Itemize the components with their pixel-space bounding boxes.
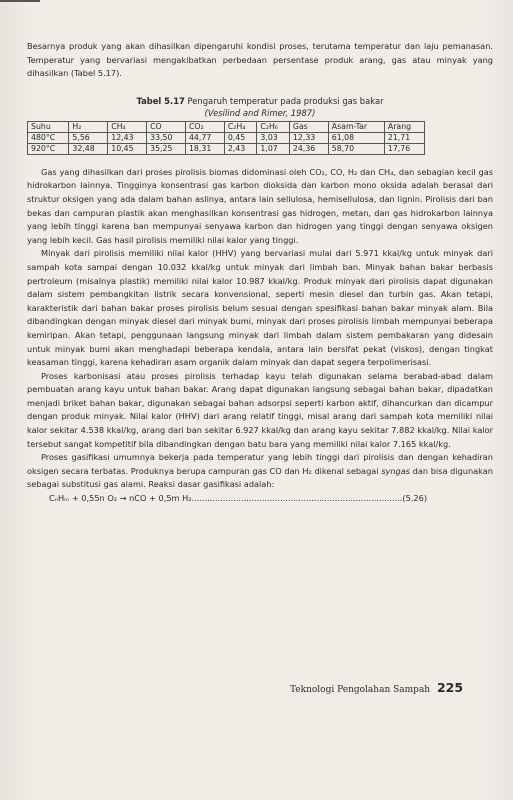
equation-text: CₙHₘ + 0,55n O₂ → nCO + 0,5m H₂ (49, 493, 192, 504)
gasification-equation (49, 492, 493, 506)
charcoal-paragraph: Proses karbonisasi atau proses pirolisis terhadap kayu telah digunakan selama berabad-abad dalam pembuatan arang kayu untuk bahan bakar. Arang dapat digunakan langsung sebagai bahan bakar, dipadatkan menjadi briket bahan bakar, digunakan sebagai bahan adsorpsi seperti karbon aktif, dihancurkan dan dicampur dengan produk minyak. Nilai kalor (HHV) dari arang relatif tinggi, misal arang dari sampah kota memiliki nilai kalor sekitar 4.538 kkal/kg, arang dari ban sekitar 6.927 kkal/kg dan arang kayu sekitar 7.882 kkal/kg. Nilai kalor tersebut sangat kompetitif bila dibandingkan dengan batu bara yang memiliki nilai kalor 7.165 kkal/kg. (27, 370, 493, 449)
gasification-text-end: dan bisa digunakan sebagai substitusi gas alami. Reaksi dasar gasifikasi adalah: (27, 465, 493, 490)
table-header-cell: Suhu (28, 121, 69, 132)
table-header-row (28, 121, 425, 132)
footer-book-title: Teknologi Pengolahan Sampah (290, 685, 431, 695)
oil-paragraph: Minyak dari pirolisis memiliki nilai kalor (HHV) yang bervariasi mulai dari 5.971 kkal/kg untuk minyak dari sampah kota sampai dengan 10.032 kkal/kg untuk minyak dari limbah ban. Minyak bahan bakar berbasis pertroleum (misalnya plastik) memiliki nilai kalor 10.987 kkal/kg. Produk minyak dari pirolisis dapat digunakan dalam sistem pembangkitan listrik secara konvensional, seperti mesin diesel dan turbin gas. Akan tetapi, karakteristik dari bahan bakar proses pirolisis belum sesuai dengan spesifikasi bahan bakar minyak alam. Bila dibandingkan dengan minyak diesel dari minyak bumi, minyak dari proses pirolisis limbah mempunyai beberapa kemiripan. Akan tetapi, penggunaan langsung minyak dari limbah dalam sistem pembakaran yang didesain untuk minyak bumi akan menghadapi beberapa kendala, antara lain bersifat pekat (viskos), dengan tingkat keasaman tinggi, karena kehadiran asam organik dalam minyak dan dapat segera terpolimerisasi. (27, 248, 493, 368)
table-header-cell: Asam-Tar (328, 121, 384, 132)
table-cell: 2,43 (224, 143, 257, 154)
table-row (28, 143, 425, 154)
table-row (28, 132, 425, 143)
table-cell: 35,25 (147, 143, 186, 154)
gasification-paragraph (27, 451, 493, 492)
table-cell: 10,45 (108, 143, 147, 154)
page-footer (290, 680, 463, 695)
table-cell: 1,07 (257, 143, 290, 154)
table-header-cell: C₂H₆ (257, 121, 290, 132)
page-number: 225 (436, 680, 464, 695)
table-header-cell: CO₂ (185, 121, 224, 132)
table-header-cell: Gas (289, 121, 328, 132)
equation-dots: ................................................................................. (191, 493, 403, 504)
table-header-cell: CO (147, 121, 186, 132)
gasification-text-start: Proses gasifikasi umumnya bekerja pada temperatur yang lebih tinggi dari pirolisis dan dengan kehadiran oksigen secara terbatas. Produknya berupa campuran gas CO dan H₂ dikenal sebagai (27, 452, 493, 476)
table-cell: 3,03 (257, 132, 290, 143)
table-caption (27, 95, 493, 119)
table-cell: 44,77 (185, 132, 224, 143)
table-cell: 21,71 (384, 132, 424, 143)
table-cell: 12,33 (289, 132, 328, 143)
table-cell: 480°C (28, 132, 69, 143)
table-header-cell: CH₄ (108, 121, 147, 132)
table-cell: 32,48 (69, 143, 108, 154)
gas-paragraph: Gas yang dihasilkan dari proses pirolisis biomas didominasi oleh CO₂, CO, H₂ dan CH₄, dan sebagian kecil gas hidrokarbon lainnya. Tingginya konsentrasi gas karbon dioksida dan karbon mono oksida adalah berasal dari struktur oksigen yang ada dalam bahan aslinya, antara lain sellulosa, hemisellulosa, dan lignin. Pirolisis dari ban bekas dan campuran plastik akan menghasilkan konsentrasi gas hidrogen, metan, dan gas hidrokarbon lainnya yang lebih tinggi karena ban mempunyai senyawa karbon dan hidrogen yang tinggi dengan senyawa oksigen yang lebih kecil. Gas hasil pirolisis memiliki nilai kalor yang tinggi. (27, 166, 493, 245)
equation-number: (5.26) (402, 493, 428, 504)
table-caption-text: Pengaruh temperatur pada produksi gas bakar (187, 95, 384, 106)
table-cell: 920°C (28, 143, 69, 154)
page-content (27, 40, 493, 506)
top-edge-line (0, 0, 40, 2)
table-caption-source: (Vesilind and Rimer, 1987) (204, 107, 316, 118)
table-header-cell: C₂H₄ (224, 121, 257, 132)
intro-paragraph: Besarnya produk yang akan dihasilkan dipengaruhi kondisi proses, terutama temperatur dan laju pemanasan. Temperatur yang bervariasi mengakibatkan perbedaan persentase produk arang, gas atau minyak yang dihasilkan (Tabel 5.17). (27, 41, 493, 79)
table-cell: 0,45 (224, 132, 257, 143)
table-cell: 5,56 (69, 132, 108, 143)
table-cell: 61,08 (328, 132, 384, 143)
table-caption-label: Tabel 5.17 (136, 95, 185, 106)
table-cell: 12,43 (108, 132, 147, 143)
temperature-gas-table (27, 121, 425, 155)
table-header-cell: H₂ (69, 121, 108, 132)
table-cell: 17,76 (384, 143, 424, 154)
syngas-term: syngas (381, 465, 410, 476)
table-cell: 18,31 (185, 143, 224, 154)
table-cell: 58,70 (328, 143, 384, 154)
table-cell: 33,50 (147, 132, 186, 143)
table-cell: 24,36 (289, 143, 328, 154)
table-header-cell: Arang (384, 121, 424, 132)
